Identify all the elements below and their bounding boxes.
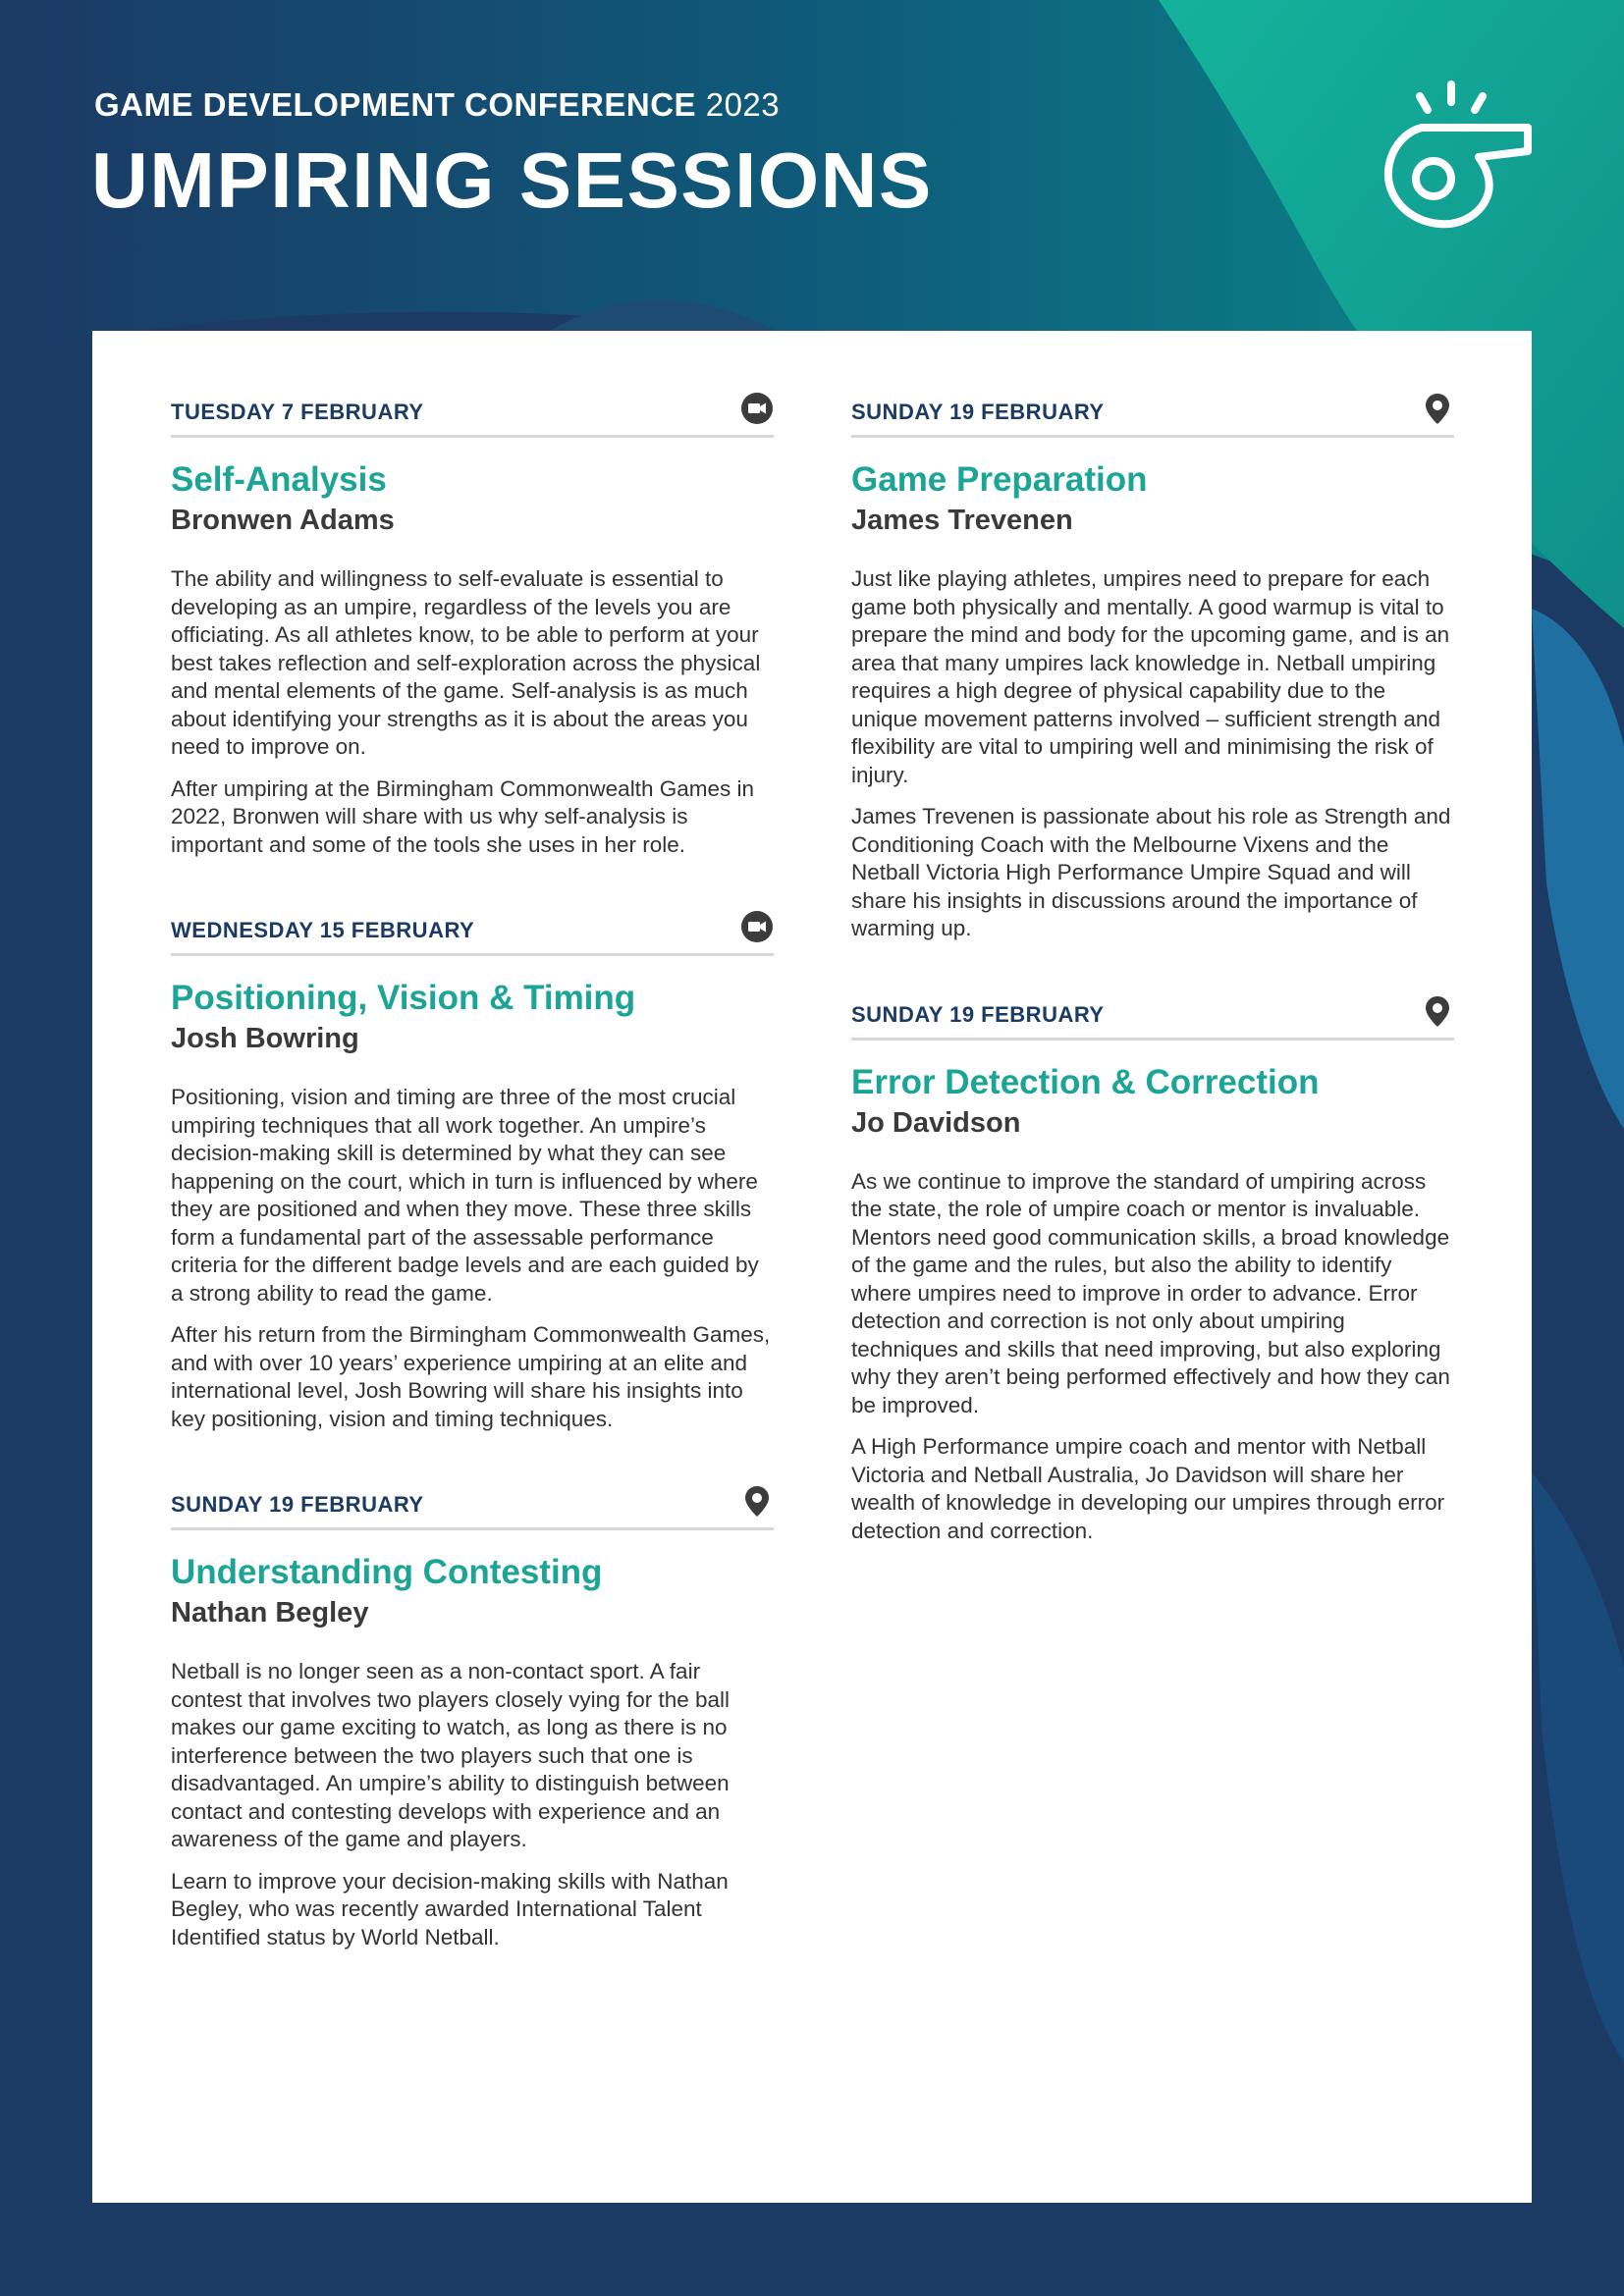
session-error-detection-correction: [851, 992, 1454, 1546]
session-game-preparation: [851, 390, 1454, 943]
session-presenter: Jo Davidson: [851, 1106, 1021, 1139]
session-presenter: Josh Bowring: [171, 1023, 359, 1054]
session-understanding-contesting: [171, 1482, 774, 1951]
session-description: The ability and willingness to self-evaluate is essential to developing as an umpire, regardless of the levels you are officiating. As all athletes know, to be able to perform at your best takes reflection and self-exploration across the physical and mental elements of the game. Self-analysis is as much about identifying your strengths as it is about the areas you need to improve on.: [171, 566, 761, 759]
session-self-analysis: [171, 390, 774, 859]
session-title: Self-Analysis: [171, 460, 387, 499]
map-pin-icon: [1421, 392, 1454, 425]
session-date-row: [171, 1482, 774, 1530]
session-description: James Trevenen is passionate about his role as Strength and Conditioning Coach with the Melbourne Vixens and the Netball Victoria High Performance Umpire Squad and will share his insights in discussions around the importance of warming up.: [851, 804, 1451, 940]
session-date-row: [851, 992, 1454, 1041]
sessions-panel: [92, 331, 1532, 2203]
session-date: WEDNESDAY 15 FEBRUARY: [171, 918, 475, 942]
session-title: Error Detection & Correction: [851, 1062, 1320, 1101]
session-description: A High Performance umpire coach and mentor with Netball Victoria and Netball Australia, Jo Davidson will share her wealth of knowledge in developing our umpires through error detection and correction.: [851, 1434, 1445, 1543]
conference-name-strong: GAME DEVELOPMENT CONFERENCE: [94, 86, 697, 123]
session-description: Netball is no longer seen as a non-contact sport. A fair contest that involves two players closely vying for the ball makes our game exciting to watch, as long as there is no interference between the two players such that one is disadvantaged. An umpire’s ability to distinguish between contact and contesting develops with experience and an awareness of the game and players.: [171, 1659, 731, 1851]
conference-year: 2023: [705, 86, 781, 123]
session-description: As we continue to improve the standard of umpiring across the state, the role of umpire coach or mentor is invaluable. Mentors need good communication skills, a broad knowledge of the game and the rules, but also the ability to identify where umpires need to improve in order to advance. Error detection and correction is not only about umpiring techniques and skills that need improving, but also exploring why they aren’t being performed effectively and how they can be improved.: [851, 1168, 1450, 1417]
session-date-row: [171, 908, 774, 956]
session-positioning-vision-timing: [171, 908, 774, 1433]
map-pin-icon: [740, 1484, 774, 1518]
session-description: After umpiring at the Birmingham Commonwealth Games in 2022, Bronwen will share with us why self-analysis is important and some of the tools she uses in her role.: [171, 775, 754, 857]
session-presenter: James Trevenen: [851, 505, 1073, 536]
session-title: Game Preparation: [851, 460, 1148, 499]
session-date-row: [171, 390, 774, 438]
whistle-icon: [1363, 77, 1540, 229]
session-date: SUNDAY 19 FEBRUARY: [851, 400, 1105, 424]
session-description: Just like playing athletes, umpires need to prepare for each game both physically and mentally. A good warmup is vital to prepare the mind and body for the upcoming game, and is an area that many umpires lack knowledge in. Netball umpiring requires a high degree of physical capability due to the unique movement patterns involved – sufficient strength and flexibility are vital to umpiring well and minimising the risk of injury.: [851, 566, 1450, 787]
session-date: TUESDAY 7 FEBRUARY: [171, 400, 424, 424]
session-title: Understanding Contesting: [171, 1553, 603, 1591]
right-column: [851, 390, 1454, 1594]
session-presenter: Bronwen Adams: [171, 505, 395, 536]
session-date: SUNDAY 19 FEBRUARY: [851, 1001, 1105, 1027]
session-description: Learn to improve your decision-making skills with Nathan Begley, who was recently awarded International Talent Identified status by World Netball.: [171, 1868, 729, 1949]
session-presenter: Nathan Begley: [171, 1597, 369, 1629]
session-date: SUNDAY 19 FEBRUARY: [171, 1492, 424, 1517]
page-title: UMPIRING SESSIONS: [91, 136, 933, 224]
session-date-row: [851, 390, 1454, 438]
video-camera-icon: [740, 392, 774, 425]
session-description: Positioning, vision and timing are three of the most crucial umpiring techniques that all work together. An umpire’s decision-making skill is determined by what they can see happening on the court, which in turn is influenced by where they are positioned and when they move. These three skills form a fundamental part of the assessable performance criteria for the different badge levels and are each guided by a strong ability to read the game.: [171, 1085, 759, 1306]
video-camera-icon: [740, 910, 774, 943]
session-description: After his return from the Birmingham Commonwealth Games, and with over 10 years’ experience umpiring at an elite and international level, Josh Bowring will share his insights into key positioning, vision and timing techniques.: [171, 1322, 771, 1431]
session-title: Positioning, Vision & Timing: [171, 979, 636, 1017]
conference-name: [94, 86, 780, 124]
left-column: [171, 390, 774, 2001]
map-pin-icon: [1421, 994, 1454, 1028]
